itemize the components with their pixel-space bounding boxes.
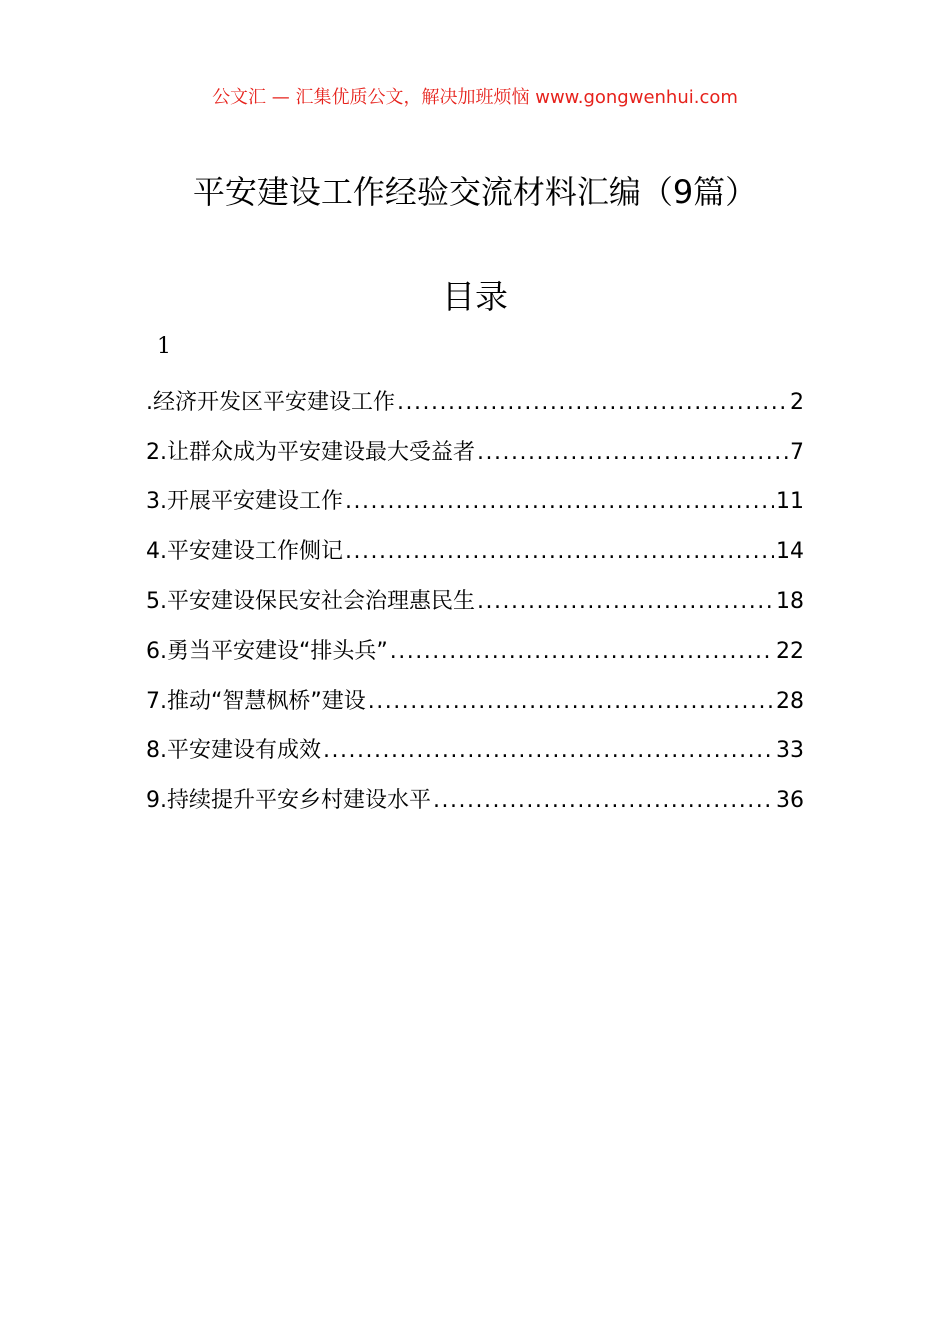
toc-entry[interactable] — [146, 378, 804, 428]
toc-heading: 目录 — [442, 277, 508, 316]
toc-entry[interactable] — [146, 527, 804, 577]
toc-entry[interactable] — [146, 727, 804, 777]
toc-entry-title: 3.开展平安建设工作 — [146, 489, 343, 515]
toc-entry[interactable] — [146, 677, 804, 727]
toc-dot-leader — [477, 587, 774, 617]
toc-dot-leader — [477, 438, 788, 468]
toc-page-number: 14 — [776, 539, 804, 565]
toc-entry[interactable] — [146, 776, 804, 826]
toc-dot-leader — [345, 537, 774, 567]
toc-page-number: 2 — [790, 389, 804, 415]
toc-entry[interactable] — [146, 627, 804, 677]
toc-entry-title: 9.持续提升平安乡村建设水平 — [146, 788, 431, 814]
stray-number: 1 — [157, 334, 171, 359]
toc-dot-leader — [323, 736, 774, 766]
toc-entry[interactable] — [146, 577, 804, 627]
toc-entry-title: 4.平安建设工作侧记 — [146, 539, 343, 565]
toc-page-number: 28 — [776, 688, 804, 714]
toc-dot-leader — [390, 637, 774, 667]
toc-page-number: 22 — [776, 638, 804, 664]
toc-dot-leader — [433, 786, 774, 816]
toc-entry-title: .经济开发区平安建设工作 — [146, 389, 395, 415]
toc-dot-leader — [345, 487, 774, 517]
toc-entry-title: 6.勇当平安建设“排头兵” — [146, 638, 388, 664]
toc-page-number: 7 — [790, 439, 804, 465]
toc-entry-title: 7.推动“智慧枫桥”建设 — [146, 688, 366, 714]
site-header-banner: 公文汇 — 汇集优质公文，解决加班烦恼 www.gongwenhui.com — [212, 87, 738, 108]
toc-dot-leader — [397, 388, 788, 418]
toc-page-number: 18 — [776, 589, 804, 615]
toc-entry-title: 2.让群众成为平安建设最大受益者 — [146, 439, 475, 465]
table-of-contents — [146, 378, 804, 826]
toc-entry-title: 5.平安建设保民安社会治理惠民生 — [146, 589, 475, 615]
toc-page-number: 36 — [776, 788, 804, 814]
toc-entry-title: 8.平安建设有成效 — [146, 738, 321, 764]
toc-entry[interactable] — [146, 478, 804, 528]
document-title: 平安建设工作经验交流材料汇编（9篇） — [192, 173, 758, 211]
toc-page-number: 11 — [776, 489, 804, 515]
toc-dot-leader — [368, 687, 774, 717]
toc-page-number: 33 — [776, 738, 804, 764]
toc-entry[interactable] — [146, 428, 804, 478]
